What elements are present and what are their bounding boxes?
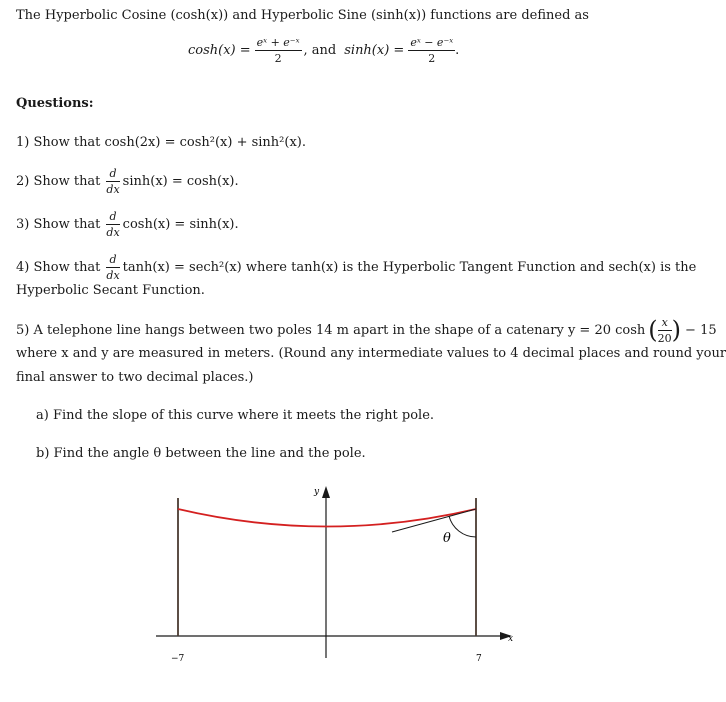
question-5-part-b: b) Find the angle θ between the line and the pole. (36, 446, 366, 461)
y-axis-label: y (314, 487, 320, 497)
tangent-line (392, 509, 476, 532)
question-5 (16, 314, 717, 346)
question-5-line-2: where x and y are measured in meters. (Round any intermediate values to 4 decimal places and round your (16, 346, 726, 361)
y-axis-arrow (322, 486, 330, 498)
question-5-tail: − 15 (685, 322, 717, 338)
catenary-fraction (658, 317, 672, 344)
sinh-fraction (408, 37, 455, 64)
angle-arc (449, 516, 476, 537)
question-2 (16, 165, 239, 197)
question-5-part-a: a) Find the slope of this curve where it meets the right pole. (36, 408, 435, 423)
sinh-denominator: 2 (428, 51, 436, 65)
end-period: . (455, 42, 460, 58)
angle-label: θ (443, 531, 451, 546)
cosh-numerator: eˣ + e⁻ˣ (256, 35, 300, 49)
right-tick-label: 7 (476, 654, 482, 664)
question-5-line-3: final answer to two decimal places.) (16, 370, 254, 385)
question-4-derivative (106, 254, 119, 281)
question-1: 1) Show that cosh(2x) = cosh²(x) + sinh²(x). (16, 135, 306, 150)
sinh-lhs: sinh(x) = (344, 42, 405, 58)
question-3-lead: 3) Show that (16, 216, 101, 232)
derivative-denominator: dx (106, 268, 120, 282)
catenary-denominator: 20 (657, 331, 672, 345)
question-2-lead: 2) Show that (16, 173, 101, 189)
derivative-denominator: dx (106, 182, 120, 196)
and-word: , and (303, 42, 337, 58)
question-5-line-1: 5) A telephone line hangs between two poles 14 m apart in the shape of a catenary y = 20 cosh (16, 322, 646, 338)
question-4 (16, 251, 696, 283)
derivative-numerator: d (106, 168, 119, 182)
left-tick-label: −7 (171, 654, 185, 664)
derivative-numerator: d (106, 211, 119, 225)
intro-text: The Hyperbolic Cosine (cosh(x)) and Hyperbolic Sine (sinh(x)) functions are defined as (16, 8, 589, 23)
question-4-lead: 4) Show that (16, 259, 101, 275)
catenary-curve (178, 509, 476, 527)
question-3-rest: cosh(x) = sinh(x). (122, 216, 239, 232)
x-axis-label: x (508, 634, 514, 644)
cosh-lhs: cosh(x) = (188, 42, 251, 58)
questions-heading: Questions: (16, 96, 94, 111)
sinh-numerator: eˣ − e⁻ˣ (410, 35, 454, 49)
catenary-figure (0, 480, 660, 680)
derivative-numerator: d (106, 254, 119, 268)
derivative-denominator: dx (106, 225, 120, 239)
definition-formula (188, 33, 459, 67)
question-3-derivative (106, 211, 119, 238)
left-paren: ( (648, 316, 658, 344)
cosh-fraction (255, 37, 302, 64)
right-paren: ) (671, 316, 682, 344)
catenary-numerator: x (658, 317, 672, 331)
question-4-rest: tanh(x) = sech²(x) where tanh(x) is the Hyperbolic Tangent Function and sech(x) is the (122, 259, 697, 275)
question-2-derivative (106, 168, 119, 195)
cosh-denominator: 2 (274, 51, 282, 65)
question-3 (16, 208, 239, 240)
question-2-rest: sinh(x) = cosh(x). (122, 173, 239, 189)
question-4-line-2: Hyperbolic Secant Function. (16, 283, 205, 298)
